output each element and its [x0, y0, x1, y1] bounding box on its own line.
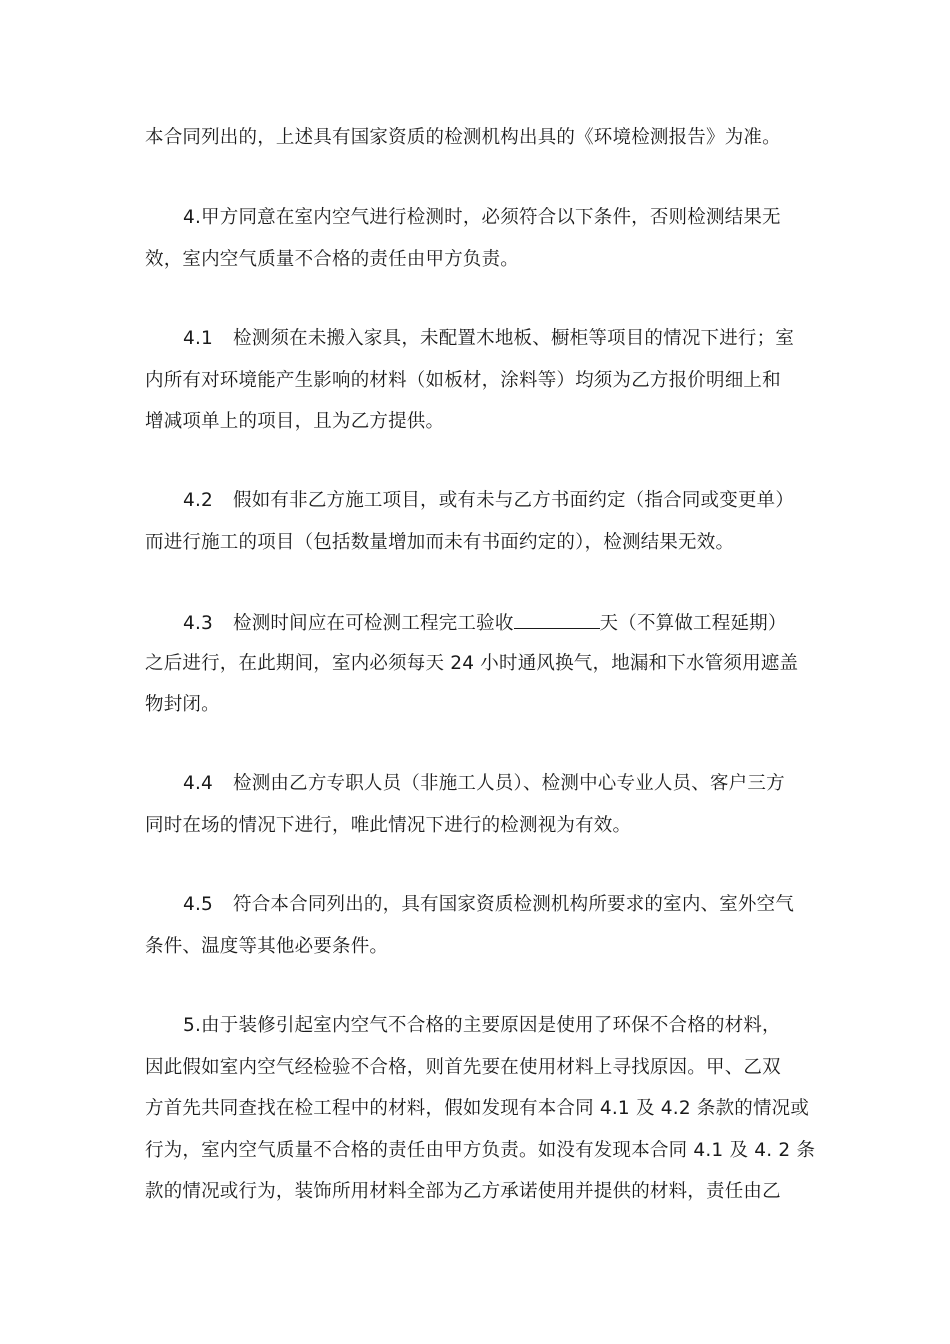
clause-5-line: 行为，室内空气质量不合格的责任由甲方负责。如没有发现本合同 4.1 及 4. 2 条 — [145, 1140, 816, 1161]
clause-text: 检测时间应在可检测工程完工验收 — [233, 613, 514, 634]
clause-4-line: 效，室内空气质量不合格的责任由甲方负责。 — [145, 249, 520, 270]
clause-4-5-line: 条件、温度等其他必要条件。 — [145, 936, 389, 957]
clause-5-line: 因此假如室内空气经检验不合格，则首先要在使用材料上寻找原因。甲、乙双 — [145, 1057, 781, 1078]
clause-4-1-line: 增减项单上的项目，且为乙方提供。 — [145, 411, 445, 432]
clause-4-line: 4.甲方同意在室内空气进行检测时，必须符合以下条件，否则检测结果无 — [183, 207, 781, 228]
clause-text: 天（不算做工程延期） — [599, 613, 787, 634]
clause-4-4-line: 同时在场的情况下进行，唯此情况下进行的检测视为有效。 — [145, 815, 632, 836]
paragraph-line: 本合同列出的，上述具有国家资质的检测机构出具的《环境检测报告》为准。 — [145, 127, 781, 148]
clause-4-1-line — [183, 327, 794, 351]
clause-number: 4.4 — [183, 773, 214, 794]
clause-5-line: 款的情况或行为，装饰所用材料全部为乙方承诺使用并提供的材料，责任由乙 — [145, 1181, 781, 1202]
clause-4-2-line: 而进行施工的项目（包括数量增加而未有书面约定的），检测结果无效。 — [145, 532, 735, 553]
clause-4-3-line: 之后进行，在此期间，室内必须每天 24 小时通风换气，地漏和下水管须用遮盖 — [145, 653, 799, 674]
clause-number: 4.5 — [183, 894, 214, 915]
clause-5-line: 方首先共同查找在检工程中的材料，假如发现有本合同 4.1 及 4.2 条款的情况或 — [145, 1098, 810, 1119]
clause-text: 检测由乙方专职人员（非施工人员）、检测中心专业人员、客户三方 — [233, 773, 785, 794]
clause-number: 4.2 — [183, 490, 214, 511]
clause-4-1-line: 内所有对环境能产生影响的材料（如板材，涂料等）均须为乙方报价明细上和 — [145, 370, 781, 391]
clause-number: 4.1 — [183, 328, 214, 349]
clause-5-line: 5.由于装修引起室内空气不合格的主要原因是使用了环保不合格的材料， — [183, 1015, 781, 1036]
clause-4-3-line — [183, 610, 787, 636]
clause-number: 4.3 — [183, 613, 214, 634]
clause-4-3-line: 物封闭。 — [145, 694, 220, 715]
clause-text: 符合本合同列出的，具有国家资质检测机构所要求的室内、室外空气 — [233, 894, 795, 915]
clause-text: 检测须在未搬入家具，未配置木地板、橱柜等项目的情况下进行；室 — [233, 328, 795, 349]
clause-text: 假如有非乙方施工项目，或有未与乙方书面约定（指合同或变更单） — [233, 490, 795, 511]
fill-in-blank — [514, 610, 600, 629]
clause-4-5-line — [183, 893, 794, 917]
clause-4-4-line — [183, 772, 785, 796]
clause-4-2-line — [183, 489, 794, 513]
